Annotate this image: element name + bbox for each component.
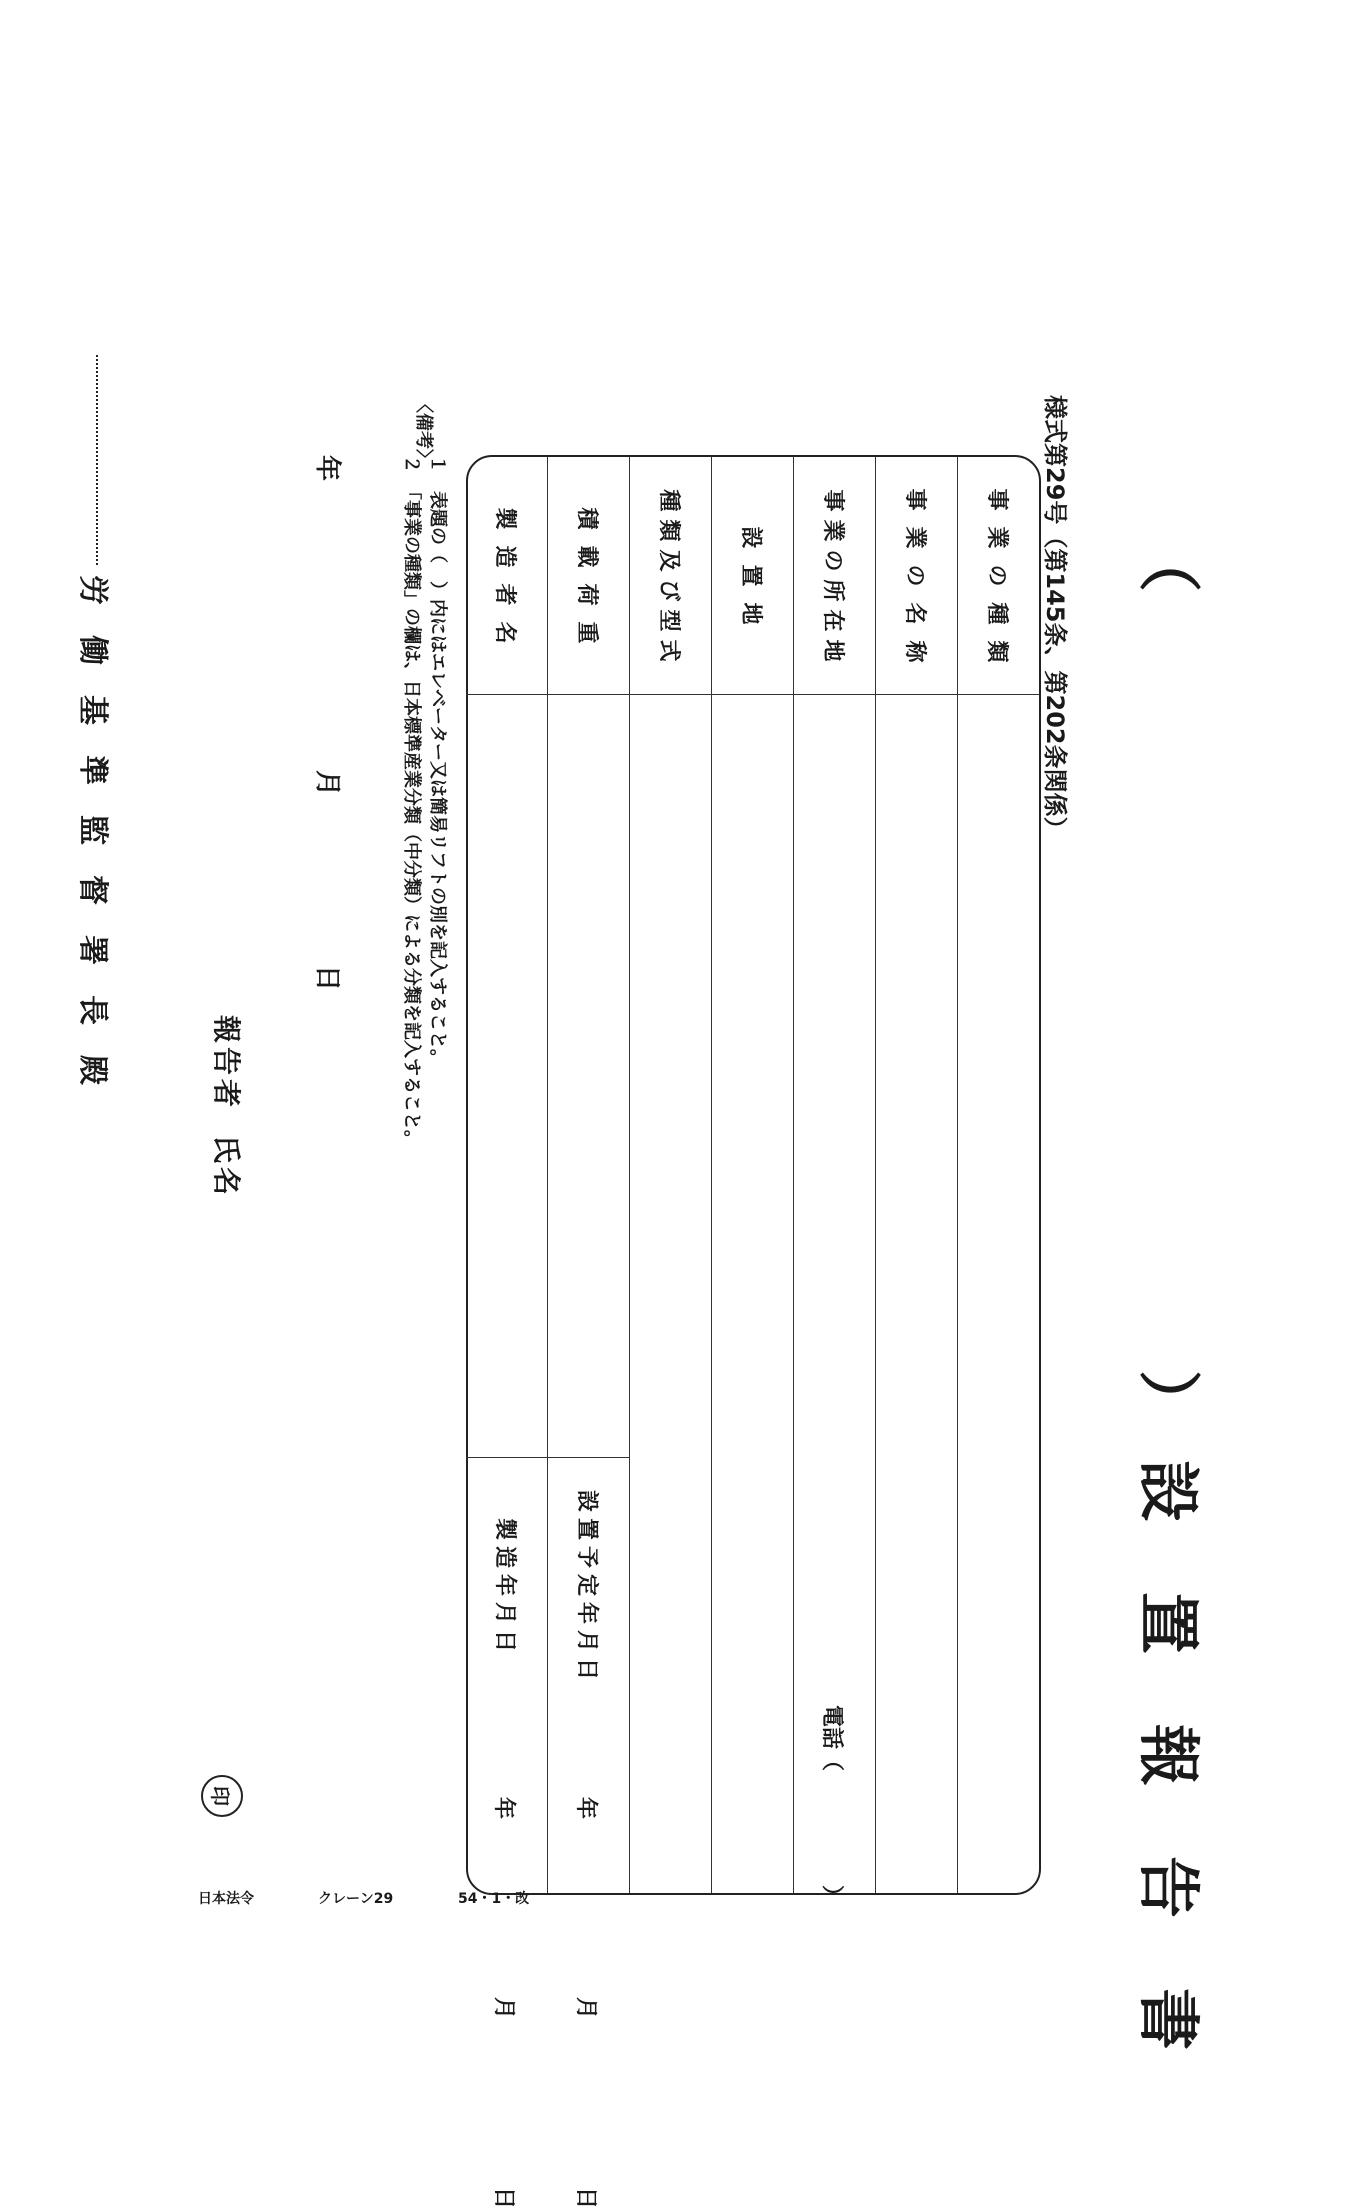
title-text: 設置報告書 (1132, 1460, 1205, 2121)
table-row (547, 457, 629, 2209)
day-mark: 日 (573, 2187, 598, 2209)
year-mark: 年 (573, 1797, 598, 1820)
month-mark: 月 (491, 1997, 516, 2020)
form-number: 様式第29号（第145条、第202条関係） (1041, 395, 1069, 841)
table-row (957, 457, 1039, 1893)
notes-heading: 〈備考〉 (413, 395, 434, 467)
table-row (875, 457, 957, 1893)
month-mark: 月 (573, 1997, 598, 2020)
label-business-name: 事業の名称 (876, 457, 957, 695)
label-type-and-model: 種類及び型式 (630, 457, 711, 695)
product-code-text: クレーン29 (318, 1891, 394, 1907)
label-planned-install-date: 設置予定年月日 (548, 1457, 629, 1718)
field-business-type[interactable] (958, 695, 1039, 1893)
reporter-label: 報告者 (210, 1015, 243, 1112)
seal-mark: 印 (201, 1775, 243, 1817)
tel-label: 電話（ (819, 1705, 844, 1772)
year-mark: 年 (312, 455, 342, 482)
field-business-address[interactable] (794, 695, 875, 1908)
office-name-dotted-line[interactable] (96, 355, 98, 565)
revision-text: 54・1・改 (458, 1891, 530, 1907)
form-reference (178, 1880, 578, 1920)
label-business-address: 事業の所在地 (794, 457, 875, 695)
label-manufacturer: 製造者名 (466, 457, 547, 695)
name-label: 氏名 (210, 1135, 243, 1200)
year-mark: 年 (491, 1797, 516, 1820)
field-planned-install-date[interactable] (548, 1717, 629, 2209)
field-business-name[interactable] (876, 695, 957, 1893)
label-business-type: 事業の種類 (958, 457, 1039, 695)
table-row (629, 457, 711, 1893)
field-type-and-model[interactable] (630, 695, 711, 1893)
month-mark: 月 (312, 770, 342, 797)
publisher-text: 日本法令 (198, 1891, 254, 1907)
table-row (793, 457, 875, 1908)
label-load-capacity: 積載荷重 (548, 457, 629, 695)
reporter-line[interactable] (208, 1015, 248, 1199)
field-load-capacity[interactable] (548, 695, 629, 1457)
title-open-paren: （ (1132, 530, 1205, 593)
title-close-paren: ） (1132, 1370, 1205, 1433)
tel-close-paren: ） (819, 1885, 844, 1908)
table-row (711, 457, 793, 1893)
field-installation-site[interactable] (712, 695, 793, 1893)
document-title (1108, 530, 1218, 2121)
note-item: １ 表題の（ ）内にはエレベーター又は簡易リフトの別を記入すること。 (427, 455, 448, 1067)
day-mark: 日 (312, 965, 342, 992)
day-mark: 日 (491, 2187, 516, 2209)
label-manufacture-date: 製造年月日 (466, 1457, 547, 1718)
field-manufacturer[interactable] (466, 695, 547, 1457)
label-installation-site: 設置地 (712, 457, 793, 695)
report-date[interactable] (308, 455, 348, 1355)
note-item: ２ 「事業の種類」の欄は、日本標準産業分類（中分類）による分類を記入すること。 (401, 455, 422, 1148)
addressee-office: 労働基準監督署長殿 (75, 575, 110, 1115)
